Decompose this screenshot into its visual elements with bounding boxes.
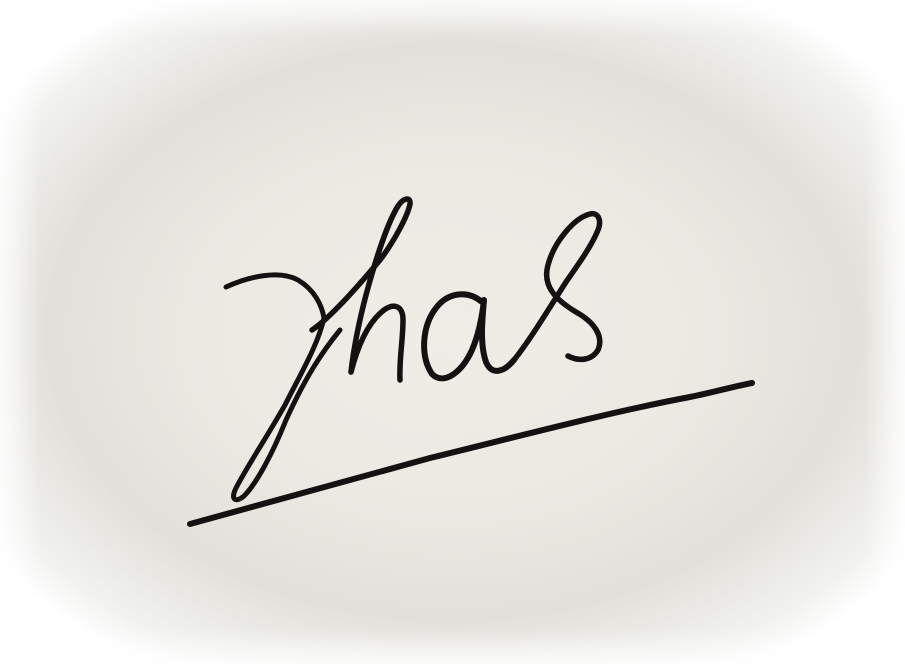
signature-stroke-j-arc [226, 275, 324, 318]
signature-stroke-j-stem [234, 318, 340, 500]
signature-stroke-underline [190, 383, 752, 524]
signature-stroke-flourish [514, 214, 600, 360]
signature-stroke-a-bowl [424, 294, 514, 378]
